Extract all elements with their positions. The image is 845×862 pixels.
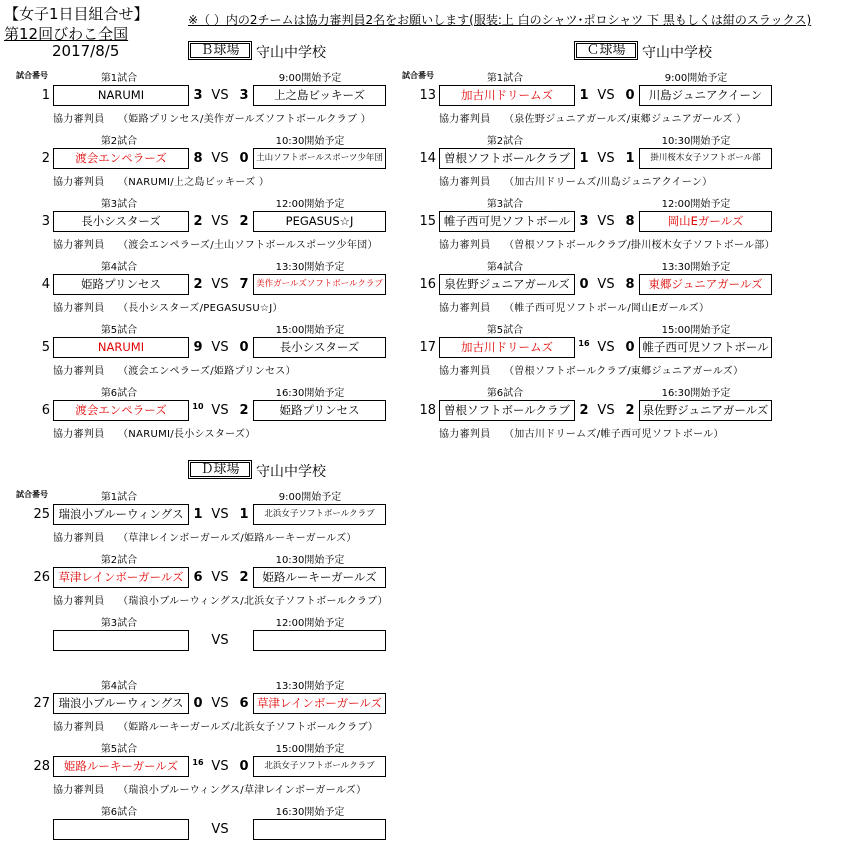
vs-label: VS [211, 340, 229, 355]
team1-score: 2 [193, 277, 203, 292]
team2-score: 2 [239, 403, 249, 418]
game-start-time: 12:00開始予定 [275, 199, 345, 210]
umpire-teams: （NARUMI/上之島ビッキーズ ） [118, 177, 270, 188]
game-label: 第3試合 [100, 199, 138, 210]
team1-score: 6 [193, 570, 203, 585]
team1-name: 姫路ルーキーガールズ [53, 756, 189, 777]
umpire-label: 協力審判員 [53, 429, 105, 440]
game-start-time: 15:00開始予定 [661, 325, 731, 336]
vs-label: VS [211, 403, 229, 418]
team1-score: 16 [192, 758, 204, 767]
team1-score: 1 [579, 151, 589, 166]
umpire-label: 協力審判員 [53, 114, 105, 125]
vs-label: VS [211, 507, 229, 522]
venue-name-box: Ｄ球場 [188, 460, 252, 479]
team2-name: 長小シスターズ [253, 337, 386, 358]
game-start-time: 9:00開始予定 [664, 73, 728, 84]
game-label: 第5試合 [100, 325, 138, 336]
game-start-time: 16:30開始予定 [275, 388, 345, 399]
game-label: 第6試合 [486, 388, 524, 399]
game-label: 第3試合 [100, 618, 138, 629]
game-start-time: 16:30開始予定 [661, 388, 731, 399]
team1-name [53, 819, 189, 840]
team1-score: 16 [578, 339, 590, 348]
umpire-label: 協力審判員 [439, 303, 491, 314]
game-number: 27 [33, 696, 50, 711]
vs-label: VS [211, 214, 229, 229]
team1-score: 2 [193, 214, 203, 229]
game-start-time: 9:00開始予定 [278, 73, 342, 84]
vs-label: VS [597, 340, 615, 355]
game-number: 2 [41, 151, 50, 166]
team1-name: 長小シスターズ [53, 211, 189, 232]
game-start-time: 12:00開始予定 [275, 618, 345, 629]
umpire-label: 協力審判員 [439, 240, 491, 251]
vs-label: VS [597, 277, 615, 292]
team2-name [253, 630, 386, 651]
umpire-teams: （瑞浪小ブルーウィングス/北浜女子ソフトボールクラブ） [118, 596, 388, 607]
team1-name: 泉佐野ジュニアガールズ [439, 274, 575, 295]
team2-name: 帷子西可児ソフトボール [639, 337, 772, 358]
team2-score: 7 [239, 277, 249, 292]
team2-score: 1 [625, 151, 635, 166]
game-label: 第6試合 [100, 388, 138, 399]
game-label: 第5試合 [486, 325, 524, 336]
game-label: 第6試合 [100, 807, 138, 818]
game-number: 25 [33, 507, 50, 522]
umpire-teams: （曽根ソフトボールクラブ/掛川桜木女子ソフトボール部） [504, 240, 775, 251]
game-start-time: 15:00開始予定 [275, 325, 345, 336]
umpire-label: 協力審判員 [53, 303, 105, 314]
umpire-label: 協力審判員 [53, 533, 105, 544]
team2-score: 2 [239, 570, 249, 585]
team1-name: 渡会エンペラーズ [53, 148, 189, 169]
game-number-header: 試合番号 [402, 71, 434, 80]
umpire-teams: （帷子西可児ソフトボール/岡山Eガールズ） [504, 303, 710, 314]
team1-name: 曽根ソフトボールクラブ [439, 400, 575, 421]
team2-score: 0 [239, 340, 249, 355]
umpire-teams: （姫路プリンセス/美作ガールズソフトボールクラブ ） [118, 114, 372, 125]
vs-label: VS [211, 633, 229, 648]
team1-score: 10 [192, 402, 204, 411]
vs-label: VS [211, 277, 229, 292]
team2-name: 北浜女子ソフトボールクラブ [253, 504, 386, 525]
vs-label: VS [211, 696, 229, 711]
game-number: 5 [41, 340, 50, 355]
umpire-teams: （渡会エンペラーズ/土山ソフトボールスポーツ少年団） [118, 240, 378, 251]
vs-label: VS [211, 822, 229, 837]
team1-name: 曽根ソフトボールクラブ [439, 148, 575, 169]
venue-school: 守山中学校 [256, 464, 326, 480]
vs-label: VS [211, 570, 229, 585]
team2-score: 2 [625, 403, 635, 418]
team1-name: 加古川ドリームズ [439, 337, 575, 358]
team1-score: 0 [579, 277, 589, 292]
game-label: 第2試合 [100, 136, 138, 147]
team2-name: 姫路プリンセス [253, 400, 386, 421]
team2-name: 美作ガールズソフトボールクラブ [253, 274, 386, 295]
team1-score: 2 [579, 403, 589, 418]
team2-score: 0 [239, 151, 249, 166]
game-start-time: 13:30開始予定 [275, 681, 345, 692]
team2-name: 東郷ジュニアガールズ [639, 274, 772, 295]
umpire-label: 協力審判員 [53, 177, 105, 188]
game-number: 4 [41, 277, 50, 292]
game-number-header: 試合番号 [16, 490, 48, 499]
team1-name: 草津レインボーガールズ [53, 567, 189, 588]
vs-label: VS [597, 214, 615, 229]
game-number: 28 [33, 759, 50, 774]
game-start-time: 9:00開始予定 [278, 492, 342, 503]
game-label: 第4試合 [486, 262, 524, 273]
umpire-teams: （加古川ドリームズ/帷子西可児ソフトボール） [504, 429, 724, 440]
game-number: 3 [41, 214, 50, 229]
umpire-label: 協力審判員 [53, 596, 105, 607]
team1-name: NARUMI [53, 337, 189, 358]
vs-label: VS [211, 759, 229, 774]
team1-name [53, 630, 189, 651]
team2-name: PEGASUS☆J [253, 211, 386, 232]
team1-name: 渡会エンペラーズ [53, 400, 189, 421]
team2-score: 2 [239, 214, 249, 229]
venue-name-box: Ｂ球場 [188, 41, 252, 60]
game-label: 第1試合 [100, 492, 138, 503]
umpire-teams: （瑞浪小ブルーウィングス/草津レインボーガールズ） [118, 785, 367, 796]
game-label: 第2試合 [486, 136, 524, 147]
umpire-teams: （姫路ルーキーガールズ/北浜女子ソフトボールクラブ） [118, 722, 379, 733]
umpire-teams: （加古川ドリームズ/川島ジュニアクイーン） [504, 177, 713, 188]
vs-label: VS [597, 151, 615, 166]
game-start-time: 12:00開始予定 [661, 199, 731, 210]
umpire-label: 協力審判員 [439, 114, 491, 125]
vs-label: VS [211, 151, 229, 166]
team1-name: NARUMI [53, 85, 189, 106]
team1-score: 1 [579, 88, 589, 103]
team2-score: 0 [625, 340, 635, 355]
umpire-teams: （草津レインボーガールズ/姫路ルーキーガールズ） [118, 533, 357, 544]
game-label: 第2試合 [100, 555, 138, 566]
game-start-time: 13:30開始予定 [661, 262, 731, 273]
venue-name-box: Ｃ球場 [574, 41, 638, 60]
venue-school: 守山中学校 [642, 45, 712, 61]
team1-score: 3 [193, 88, 203, 103]
game-label: 第4試合 [100, 262, 138, 273]
team2-name [253, 819, 386, 840]
team1-name: 瑞浪小ブルーウィングス [53, 693, 189, 714]
team2-score: 3 [239, 88, 249, 103]
team1-name: 帷子西可児ソフトボール [439, 211, 575, 232]
team1-score: 1 [193, 507, 203, 522]
notice-text: ※（ ）内の2チームは協力審判員2名をお願いします(服装:上 白のシャツ･ポロシャツ 下 黒もしくは紺のスラックス) [188, 13, 812, 27]
umpire-label: 協力審判員 [439, 177, 491, 188]
game-number-header: 試合番号 [16, 71, 48, 80]
umpire-teams: （渡会エンペラーズ/姫路プリンセス） [118, 366, 296, 377]
team2-name: 泉佐野ジュニアガールズ [639, 400, 772, 421]
umpire-teams: （長小シスターズ/PEGASUSU☆J） [118, 303, 283, 314]
game-number: 13 [419, 88, 436, 103]
team2-name: 土山ソフトボールスポーツ少年団 [253, 148, 386, 169]
game-start-time: 15:00開始予定 [275, 744, 345, 755]
umpire-label: 協力審判員 [53, 722, 105, 733]
tournament-name: 第12回びわこ全国 [4, 25, 129, 43]
umpire-label: 協力審判員 [53, 366, 105, 377]
game-start-time: 10:30開始予定 [661, 136, 731, 147]
umpire-teams: （NARUMI/長小シスターズ） [118, 429, 256, 440]
event-date: 2017/8/5 [52, 42, 120, 60]
team2-name: 上之島ビッキーズ [253, 85, 386, 106]
team2-score: 8 [625, 277, 635, 292]
game-label: 第1試合 [486, 73, 524, 84]
team1-name: 加古川ドリームズ [439, 85, 575, 106]
team1-score: 3 [579, 214, 589, 229]
team2-name: 川島ジュニアクイーン [639, 85, 772, 106]
game-number: 17 [419, 340, 436, 355]
game-label: 第4試合 [100, 681, 138, 692]
game-number: 14 [419, 151, 436, 166]
team2-score: 6 [239, 696, 249, 711]
team1-score: 9 [193, 340, 203, 355]
team2-name: 草津レインボーガールズ [253, 693, 386, 714]
game-number: 18 [419, 403, 436, 418]
umpire-label: 協力審判員 [439, 429, 491, 440]
game-number: 16 [419, 277, 436, 292]
game-start-time: 10:30開始予定 [275, 136, 345, 147]
vs-label: VS [211, 88, 229, 103]
game-label: 第1試合 [100, 73, 138, 84]
game-start-time: 10:30開始予定 [275, 555, 345, 566]
game-label: 第3試合 [486, 199, 524, 210]
team2-score: 8 [625, 214, 635, 229]
team1-score: 8 [193, 151, 203, 166]
game-number: 26 [33, 570, 50, 585]
game-start-time: 13:30開始予定 [275, 262, 345, 273]
game-start-time: 16:30開始予定 [275, 807, 345, 818]
game-label: 第5試合 [100, 744, 138, 755]
vs-label: VS [597, 403, 615, 418]
umpire-teams: （曽根ソフトボールクラブ/東郷ジュニアガールズ） [504, 366, 744, 377]
team2-score: 0 [239, 759, 249, 774]
vs-label: VS [597, 88, 615, 103]
game-number: 1 [41, 88, 50, 103]
umpire-teams: （泉佐野ジュニアガールズ/東郷ジュニアガールズ ） [504, 114, 747, 125]
team1-score: 0 [193, 696, 203, 711]
game-number: 15 [419, 214, 436, 229]
game-number: 6 [41, 403, 50, 418]
team2-name: 岡山Eガールズ [639, 211, 772, 232]
team2-score: 0 [625, 88, 635, 103]
team2-name: 掛川桜木女子ソフトボール部 [639, 148, 772, 169]
umpire-label: 協力審判員 [53, 785, 105, 796]
team2-name: 姫路ルーキーガールズ [253, 567, 386, 588]
team1-name: 瑞浪小ブルーウィングス [53, 504, 189, 525]
umpire-label: 協力審判員 [53, 240, 105, 251]
umpire-label: 協力審判員 [439, 366, 491, 377]
team2-name: 北浜女子ソフトボールクラブ [253, 756, 386, 777]
venue-school: 守山中学校 [256, 45, 326, 61]
team2-score: 1 [239, 507, 249, 522]
document-title: 【女子1日目組合せ】 [4, 5, 149, 23]
team1-name: 姫路プリンセス [53, 274, 189, 295]
